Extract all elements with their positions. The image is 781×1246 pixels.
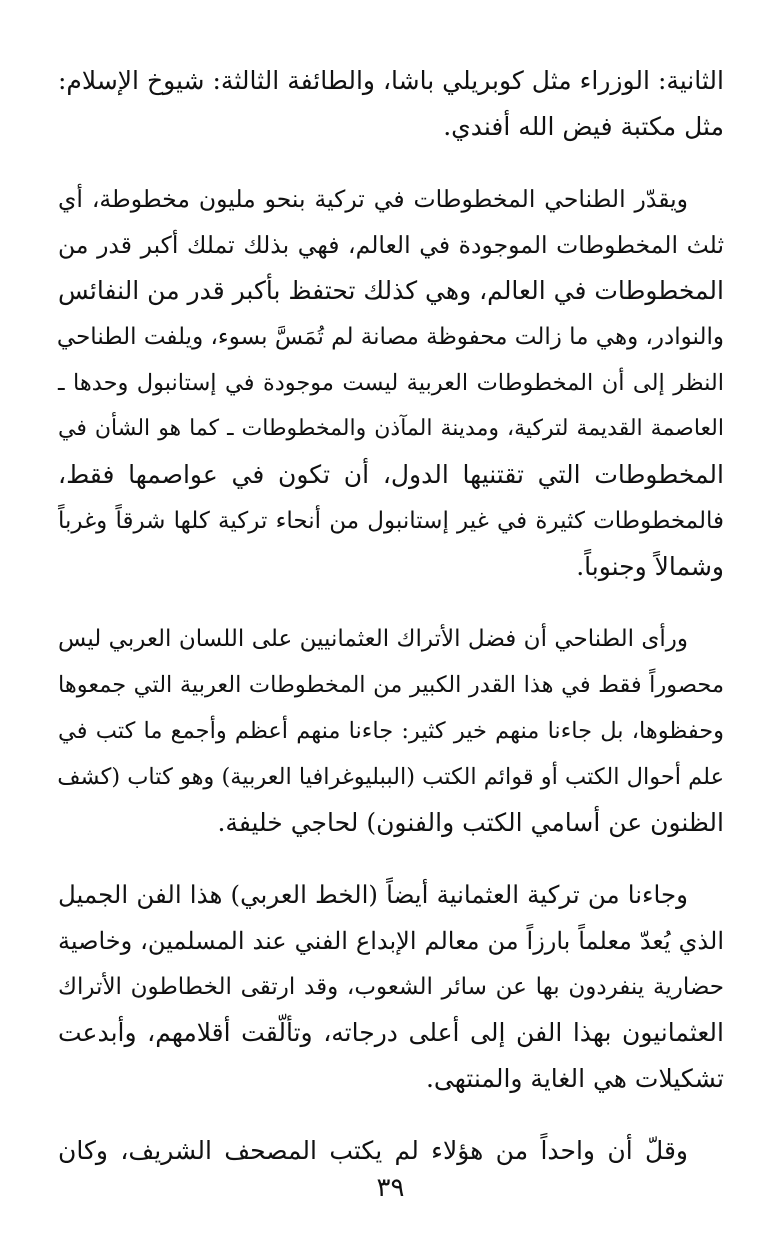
paragraph-line: ورأى الطناحي أن فضل الأتراك العثمانيين على اللسان العربي ليس xyxy=(58,626,688,652)
paragraph-1 xyxy=(58,58,724,150)
paragraph-line: المخطوطات في العالم، وهي كذلك تحتفظ بأكبر قدر من النفائس xyxy=(58,276,724,305)
paragraph-line: الظنون عن أسامي الكتب والفنون) لحاجي خليفة. xyxy=(217,808,724,837)
document-page xyxy=(58,58,724,1200)
paragraph-line: الثانية: الوزراء مثل كوبريلي باشا، والطائفة الثالثة: شيوخ الإسلام: xyxy=(58,66,724,95)
paragraph-line: وشمالاً وجنوباً. xyxy=(576,552,724,581)
paragraph-line: وجاءنا من تركية العثمانية أيضاً (الخط العربي) هذا الفن الجميل xyxy=(58,880,688,909)
paragraph-line: النظر إلى أن المخطوطات العربية ليست موجودة في إستانبول وحدها ـ xyxy=(58,370,724,396)
paragraph-line: وقلّ أن واحداً من هؤلاء لم يكتب المصحف الشريف، وكان xyxy=(58,1136,688,1165)
page-number: ٣٩ xyxy=(376,1173,405,1203)
paragraph-line: مثل مكتبة فيض الله أفندي. xyxy=(443,112,724,141)
paragraph-line: العاصمة القديمة لتركية، ومدينة المآذن والمخطوطات ـ كما هو الشأن في xyxy=(58,416,724,441)
paragraph-line: ويقدّر الطناحي المخطوطات في تركية بنحو مليون مخطوطة، أي xyxy=(58,185,688,213)
paragraph-line: وحفظوها، بل جاءنا منهم خير كثير: جاءنا منهم أعظم وأجمع ما كتب في xyxy=(58,718,724,744)
paragraph-line: تشكيلات هي الغاية والمنتهى. xyxy=(425,1064,724,1093)
paragraph-2 xyxy=(58,176,724,590)
paragraph-line: محصوراً فقط في هذا القدر الكبير من المخطوطات العربية التي جمعوها xyxy=(58,672,724,698)
paragraph-line: علم أحوال الكتب أو قوائم الكتب (الببليوغرافيا العربية) وهو كتاب (كشف xyxy=(57,764,724,790)
paragraph-line: العثمانيون بهذا الفن إلى أعلى درجاته، وتألّقت أقلامهم، وأبدعت xyxy=(58,1018,724,1047)
paragraph-line: المخطوطات التي تقتنيها الدول، أن تكون في عواصمها فقط، xyxy=(58,460,724,489)
paragraph-line: والنوادر، وهي ما زالت محفوظة مصانة لم تُمَسَّ بسوء، ويلفت الطناحي xyxy=(56,324,724,350)
paragraph-4 xyxy=(58,872,724,1102)
paragraph-line: الذي يُعدّ معلماً بارزاً من معالم الإبداع الفني عند المسلمين، وخاصية xyxy=(58,927,724,955)
paragraph-3 xyxy=(58,616,724,846)
paragraph-line: ثلث المخطوطات الموجودة في العالم، فهي بذلك تملك أكبر قدر من xyxy=(58,231,724,259)
paragraph-line: حضارية ينفردون بها عن سائر الشعوب، وقد ارتقى الخطاطون الأتراك xyxy=(58,974,724,1000)
paragraph-line: فالمخطوطات كثيرة في غير إستانبول من أنحاء تركية كلها شرقاً وغرباً xyxy=(58,508,724,534)
